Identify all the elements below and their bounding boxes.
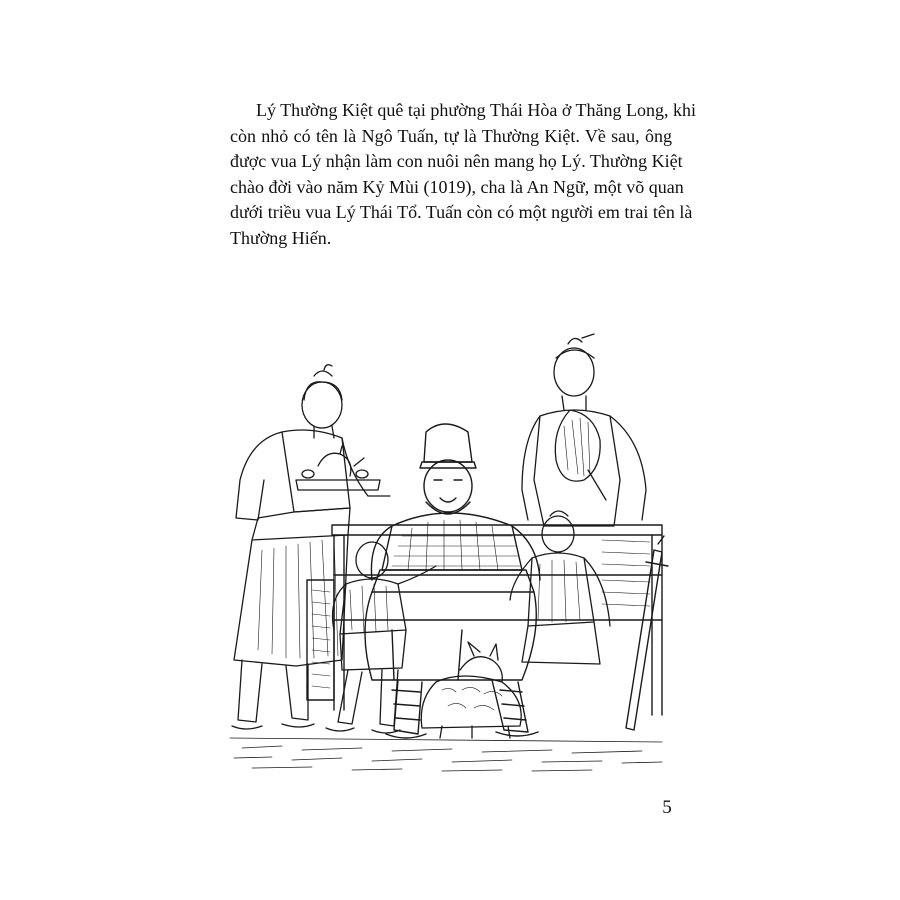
floor-hatching	[230, 738, 662, 771]
mother-figure	[522, 334, 646, 526]
story-line: Thường Hiến.	[230, 227, 332, 248]
story-line: được vua Lý nhận làm con nuôi nên mang họ Lý. Thường Kiệt	[230, 151, 683, 172]
family-scene-illustration	[222, 330, 672, 778]
story-line: chào đời vào năm Kỷ Mùi (1019), cha là An Ngữ, một võ quan	[230, 176, 684, 197]
story-line: còn nhỏ có tên là Ngô Tuấn, tự là Thường Kiệt. Về sau, ông	[230, 125, 672, 146]
story-paragraph	[230, 98, 697, 252]
page-number: 5	[662, 797, 672, 818]
story-line: Lý Thường Kiệt quê tại phường Thái Hòa ở Thăng Long, khi	[256, 100, 697, 120]
servant-woman-figure	[232, 365, 390, 729]
story-line: dưới triều vua Lý Thái Tổ. Tuấn còn có một người em trai tên là	[230, 202, 693, 223]
warrior-father-figure	[365, 424, 540, 738]
child-right-figure	[510, 511, 610, 664]
